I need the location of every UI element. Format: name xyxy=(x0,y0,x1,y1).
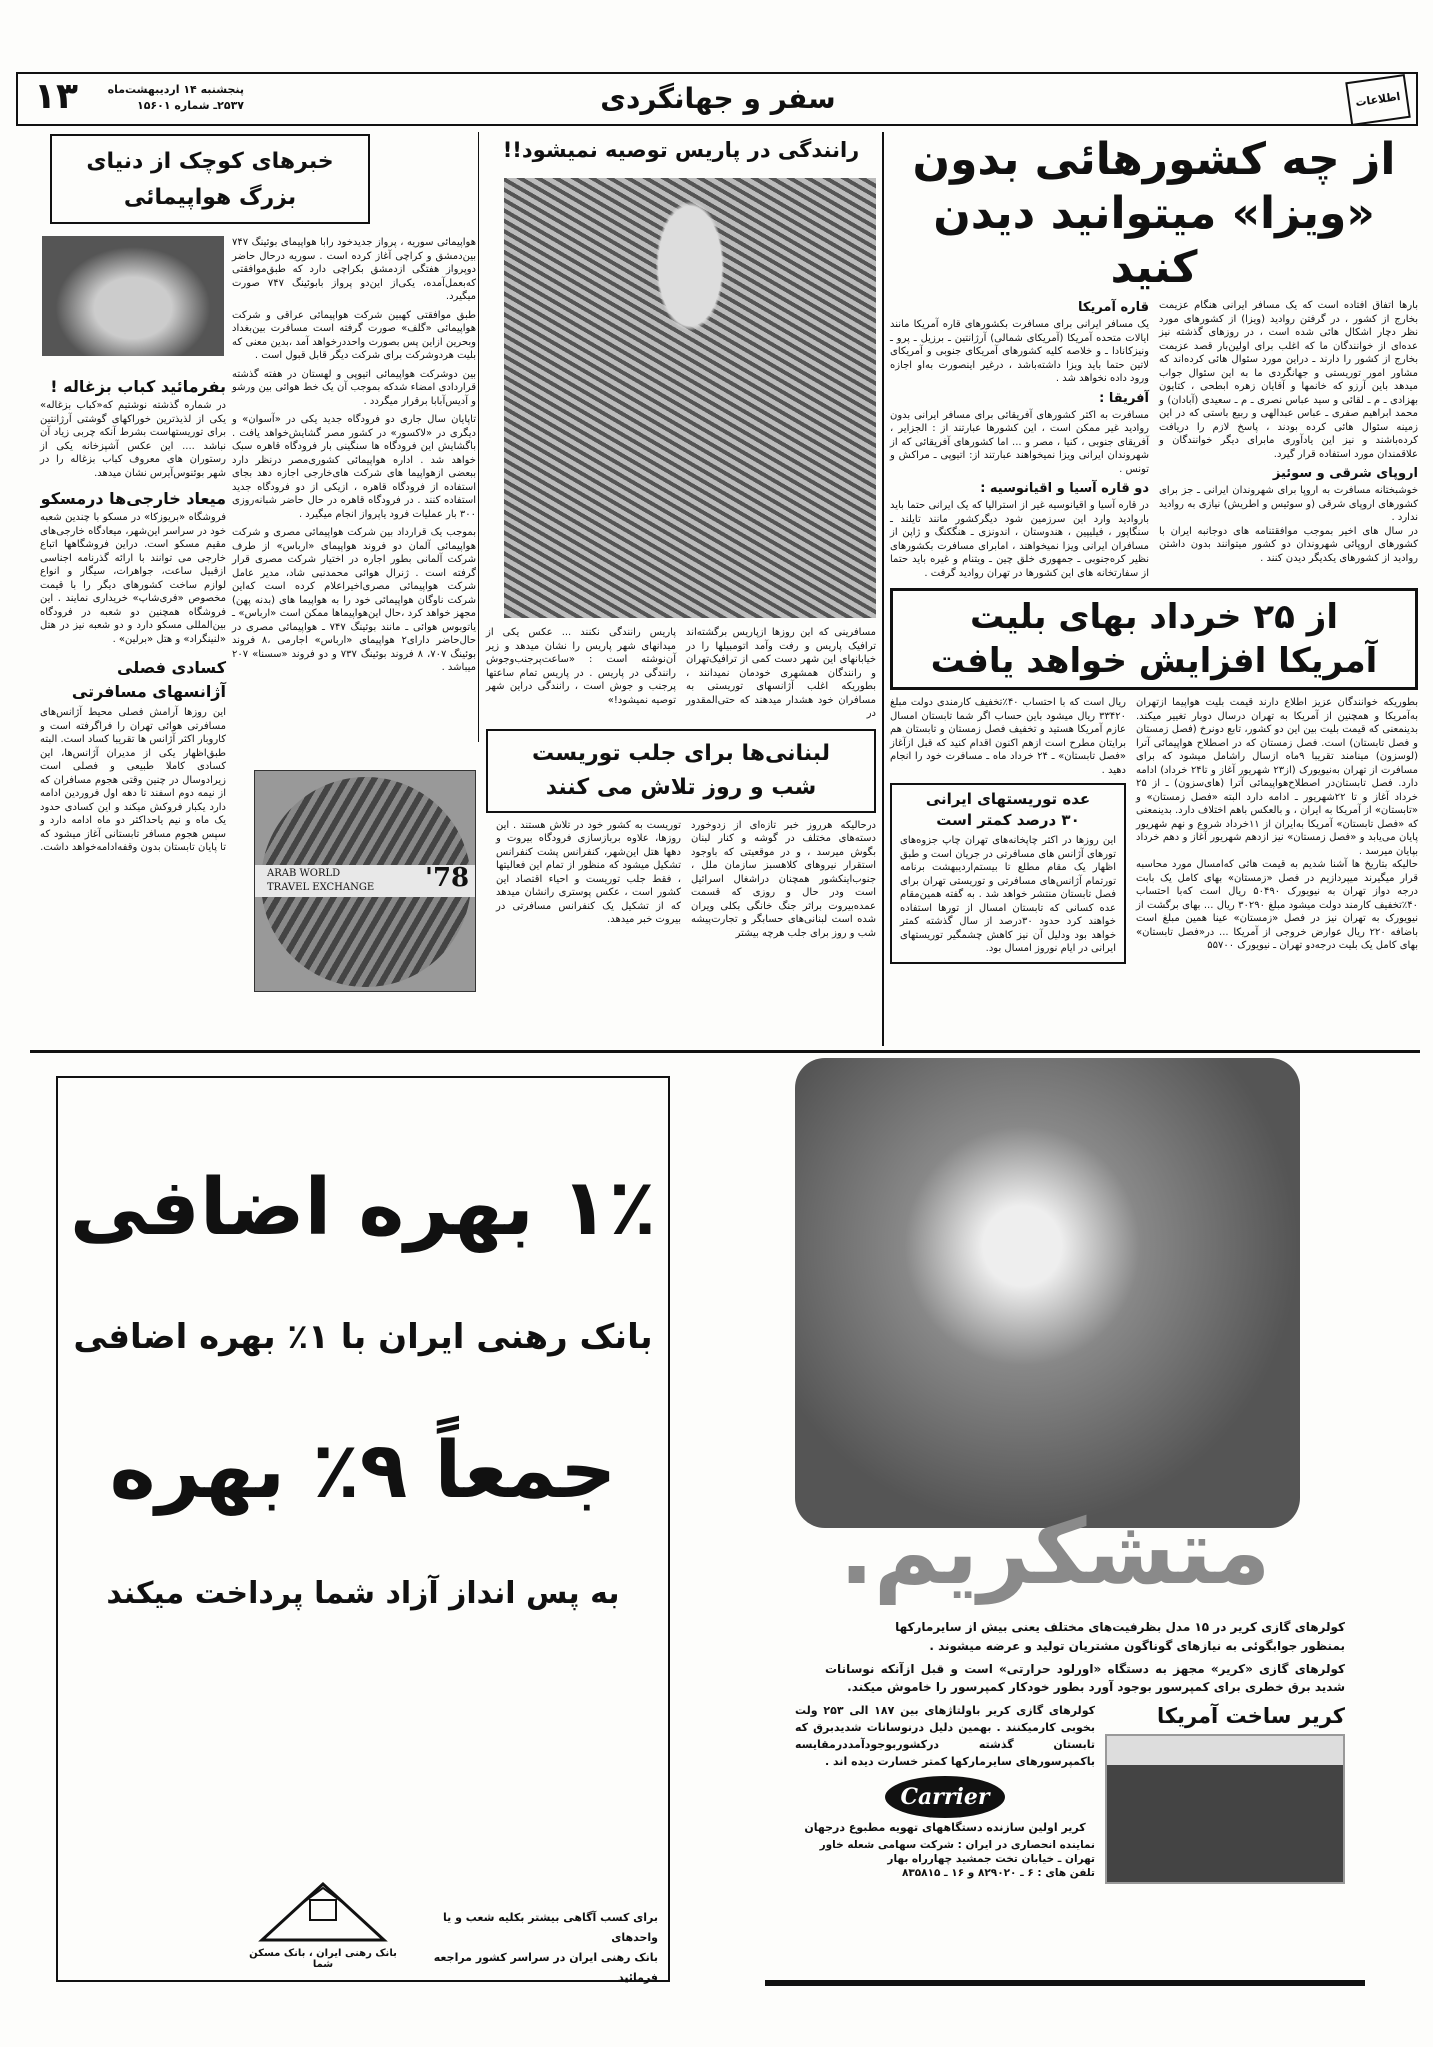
paris-traffic-photo xyxy=(504,178,876,618)
paris-caption-right: مسافرینی که این روزها ازپاریس برگشته‌اند ترافیک پاریس و رفت وآمد اتومبیلها را در خیابانهای این شهر دست کمی از ترافیک‌تهران و رانندگان همشهری خودمان نمیدانند ، بطوریکه اغلب آژانسهای توریستی به مسافران خود هشدار میدهند که حتی‌المقدور در xyxy=(686,627,876,719)
section-title: سفر و جهانگردی xyxy=(600,82,836,115)
paris-caption-left: پاریس رانندگی نکنند ... عکس یکی از میدانهای شهر پاریس را نشان میدهد و زیر آن‌نوشته است : «ساعت‌پرجنب‌وجوش رانندگی در پاریس . در پاریس تمام ساعتها پرجنب و جوش است ، رانندگی دراین شهر توصیه نمیشود!» xyxy=(486,627,676,706)
bank-rahni-ad: ۱٪ بهره اضافی بانک رهنی ایران با ۱٪ بهره اضافی جمعاً ۹٪ بهره به پس انداز آزاد شما پرداخت میکند بانک رهنی ایران ، بانک مسکن شما برای کسب آگاهی بیشتر بکلیه شعب و یا واحدهای بانک رهنی ایران در سراسر کشور مراجعه فرمائید xyxy=(56,1076,670,1982)
ticket-headline-box: از ۲۵ خرداد بهای بلیت آمریکا افزایش خواهد یافت xyxy=(890,588,1418,690)
subhead-east-europe: اروپای شرقی و سوئیز xyxy=(1272,466,1418,481)
paris-headline: رانندگی در پاریس توصیه نمیشود!! xyxy=(502,138,860,162)
moscow-headline: میعاد خارجی‌ها درمسکو xyxy=(40,489,226,508)
issue-date: پنجشنبه ۱۴ اردیبهشت‌ماه ۲۵۳۷ـ شماره ۱۵۶۰۱ xyxy=(107,83,244,112)
kebab-headline: بفرمائید کباب بزغاله ! xyxy=(50,377,226,396)
lebanon-headline-box: لبنانی‌ها برای جلب توریست شب و روز تلاش می کنند xyxy=(486,729,876,813)
newspaper-logo: اطلاعات xyxy=(1345,74,1411,126)
list-item: بین دوشرکت هواپیمائی اتیوپی و لهستان در هفته گذشته قراردادی امضاء شدکه بموجب آن یک خط هوائی بین ورشو و آدیس‌آبابا برقرار میگردد . xyxy=(232,368,476,407)
airline-news-list xyxy=(232,236,476,675)
list-item: بموجب یک قرارداد بین شرکت هواپیمائی مصری و شرکت هواپیمائی آلمان دو فروند هواپیمای «ارباس» از طرف شرکت آلمانی بطور اجاره در اختیار شرکت مصری قرار گرفته است . ژنرال هوائی محمدنبی شاد، مدیر عامل شرکت هواپیمائی مصری‌اخیراعلام کرده است که‌این شرکت ناوگان هواپیمائی خود را به هواپیما های (بدنه پهن) مجهز خواهد کرد ،حال این‌هواپیماها ممکن است «ارباس» ـ یاتوبوس هوائی ـ مانند بوئینگ ۷۴۷ ـ هواپیمائی مصری در حال‌حاضر دارای۲ هواپیمای «ارباس» اجارمی ،۸ فروند بوئینگ ۷۰۷، ۸ فروند بوئینگ ۷۳۷ و دو فروند «سسنا» ۲۰۷ میباشد . xyxy=(232,527,477,673)
visa-headline: از چه کشورهائی بدون «ویزا» میتوانید دیدن کنید xyxy=(912,134,1396,293)
section-divider xyxy=(30,1050,1420,1053)
carrier-bullet-2: کولرهای گازی کریر باولتاژهای بین ۱۸۷ الی ۲۵۳ ولت بخوبی کارمیکنند . بهمین دلیل درنوسانات شدیدبرق که تابستان گذشته درکشوربوجودآمددرمقایسه باکمپرسورهای سایرمارکها کمتر خسارت دیده اند . xyxy=(795,1704,1095,1768)
house-hands-icon xyxy=(258,1878,388,1944)
list-item: هواپیمائی سوریه ، پرواز جدیدخود رابا هواپیمای بوئینگ ۷۴۷ بین‌دمشق و کراچی آغاز کرده است . سوریه درحال حاضر دوپرواز هفتگی ازدمشق بکراچی دارد که طبق‌موافقتی که‌بعمل‌آمده، یکی‌از این‌دو پرواز بابوئینگ ۷۴۷ صورت میگیرد. xyxy=(232,237,476,302)
air-conditioner-photo xyxy=(1105,1734,1345,1884)
visa-intro: بارها اتفاق افتاده است که یک مسافر ایرانی هنگام عزیمت بخارج از کشور ، در گرفتن روادید (ویزا) از کشورهای مورد نظر دچار اشکال هائی شده است ، در روزهای گذشته نیز عده‌ای از خوانندگان ما که اغلب برای اولین‌بار قصد عزیمت بخارج از کشور را دارند ـ دراین مورد سئوال هائی کرده‌اند که مشاور امور توریستی و جهانگردی ما به این سئوال جواب میدهد باین آرزو که خانمها و آقایان زهره ابطحی ، کتایون بهزادی ـ م ـ لقائی و سید عباس نصری ـ م ـ سعیدی (آبادان) و محمد ابراهیم صفری ـ عباس عبدالهی و ربیع باستی که در این زمینه سئوال هائی کرده بودند ، پاسخ لازم را دریافت کرده‌باشند و نیز این یادآوری مابرای دیگر خوانندگان و علاقمندان مورد استفاده قرار گیرد. xyxy=(1159,300,1418,460)
page-number: ۱۳ xyxy=(34,76,78,117)
agencies-headline: کسادی فصلی آژانسهای مسافرتی xyxy=(71,658,226,701)
bank-logo: بانک رهنی ایران ، بانک مسکن شما xyxy=(238,1878,408,1968)
ticket-article xyxy=(890,696,1418,964)
right-column xyxy=(890,133,1418,964)
masthead xyxy=(16,72,1418,126)
arab-travel-poster-photo: ARAB WORLD TRAVEL EXCHANGE '78 xyxy=(254,770,476,992)
carrier-bullet-1: کولرهای گازی «کریر» مجهز به دستگاه «اورلود حرارتی» است و قبل ازآنکه نوسانات شدید برق خطری برای کمپرسور بوجود آورد بطور خودکار کمپرسور را خاموش میکند. xyxy=(825,1662,1345,1694)
left-column: بفرمائید کباب بزغاله ! در شماره گذشته نوشتیم که«کباب بزغاله» یکی از لذیذترین خوراکهای گوشتی آرژانتین برای توریستهاست بشرط آنکه چربی زیاد آن نباشد .... این عکس آشپزخانه یکی از رستوران های معروف کباب بزغاله را در شهر بوئنوس‌آیرس نشان میدهد. میعاد خارجی‌ها درمسکو فروشگاه «بریوزکا» در مسکو با چندین شعبه خود در سراسر این‌شهر، میعادگاه خارجی‌های مقیم مسکو است. دراین فروشگاهها اتباع خارجی می توانند با ارائه گذرنامه اجناسی ازقبیل ساعت، جواهرات، سیگار و انواع لوازم ساخت کشورهای دیگر را با قیمت مخصوص «فری‌شاپ» خریداری نمایند . این فروشگاه همچنین دو شعبه در فرودگاه بین‌المللی مسکو دارد و دو شعبه نیز در هتل «لنینگراد» و هتل «برلین» . کسادی فصلی آژانسهای مسافرتی این روزها آرامش فصلی محیط آژانس‌های مسافرتی هوائی تهران را فراگرفته است و کاروبار اکثر آژانس ها تقریبا کساد است. البته طبق‌اظهار یکی از مدیران آژانس‌ها، این کسادی کاملا طبیعی و فصلی است زیرادوسال در چنین وقتی هجوم مسافران که از نیمه دوم اسفند تا دهه اول فروردین ادامه دارد یکبار فروکش میکند و این کسادی حدود یک ماه و نیم یاحداکثر دو ماه ادامه دارد و سپس هجوم مسافر تابستانی آغاز میشود که تا پایان تابستان بدون وقفه‌ادامه‌خواهد داشت. xyxy=(40,377,226,853)
visa-article: بارها اتفاق افتاده است که یک مسافر ایرانی هنگام عزیمت بخارج از کشور ، در گرفتن روادید (ویزا) از کشورهای مورد نظر دچار اشکال هائی شده است ، در روزهای گذشته نیز عده‌ای از خوانندگان ما که اغلب برای اولین‌بار قصد عزیمت بخارج از کشور را دارند ـ دراین مورد سئوال هائی کرده‌اند که مشاور امور توریستی و جهانگردی ما به این سئوال جواب میدهد باین آرزو که خانمها و آقایان زهره ابطحی ، کتایون بهزادی ـ م ـ لقائی و سید عباس نصری ـ م ـ سعیدی (آبادان) و محمد ابراهیم صفری ـ عباس عبدالهی و ربیع باستی که در این زمینه سئوال هائی کرده بودند ، پاسخ لازم را دریافت کرده‌باشند و نیز این یادآوری مابرای دیگر خوانندگان و علاقمندان مورد استفاده قرار گیرد. اروپای شرقی و سوئیز خوشبختانه مسافرت به اروپا برای شهروندان ایرانی ـ جز برای کشورهای اروپای شرقی (و سوئیس و اطریش) نیازی به روادید ندارد . در سال های اخیر بموجب موافقتنامه های دوجانبه ایران با کشورهای اروپائی شهروندان دو کشور میتوانند بدون داشتن روادید از کشورهای یکدیگر دیدن کنند . قاره آمریکا یک مسافر ایرانی برای مسافرت بکشورهای قاره آمریکا مانند ایالات متحده آمریکا (آمریکای شمالی) آرژانتین ـ برزیل ـ پرو ـ ونیزکانادا ـ و خلاصه کلیه کشورهای آمریکای جنوبی و آمریکای لاتین حتما باید ویزا داشته‌باشد ، درغیر اینصورت به‌او اجازه ورود داده نخواهد شد . آفریقا : مسافرت به اکثر کشورهای آفریقائی برای مسافر ایرانی بدون روادید غیر ممکن است ، این کشورها عبارتند از : الجزایر ، آفریقای جنوبی ، کنیا ، مصر و ... اما کشورهای آفریقائی که از شهروندان ایرانی ویزا نمیخواهند عبارتند از: اتیوپی ـ مراکش و تونس . دو قاره آسیا و اقیانوسیه : در قاره آسیا و اقیانوسیه غیر از استرالیا که یک ایرانی حتما باید باروادید وارد این سرزمین شود دیگرکشور مانند تایلند ـ سنگاپور ، فیلیپین ، هندوستان ، اندونزی ـ هنگکنگ و ژاپن از مسافران ایرانی ویزا نمیخواهند ، امابرای مسافرت بکشورهای نظیر کره‌جنوبی ـ جمهوری خلق چین ـ ویتنام و غیره باید حتما از سفارتخانه های این کشورها در تهران روادید گرفت . xyxy=(890,300,1418,579)
carrier-headline: متشکریم. xyxy=(839,1500,1271,1605)
news-column xyxy=(232,236,476,992)
lebanon-col-right: درحالیکه هرروز خبر تازه‌ای از زدوخورد دسته‌های مختلف در گوشه و کنار لبنان بگوش میرسد ، و در موقعیتی که باوجود استقرار نیروهای کلاهسبز سازمان ملل ، جنوب‌اینکشور همچنان دراشغال اسرائیل است ودر حال و روزی که قسمت عمده‌بیروت براثر جنگ خانگی بکلی ویران شده است لبنانی‌های حسابگر و تجارت‌پیشه شب و روز برای جلب هرچه بیشتر xyxy=(691,819,876,939)
subhead-america: قاره آمریکا xyxy=(1078,300,1149,315)
list-item: طبق موافقتی کهبین شرکت هواپیمائی عراقی و شرکت هواپیمائی «گلف» صورت گرفته است مسافرت بین‌بغداد وبحرین ازاین پس بصورت واحددرخواهد آمد ،بدین معنی که بلیت هردوشرکت برای شرکت دیگر قابل قبول است . xyxy=(232,309,476,361)
ticket-col-right: بطوریکه خوانندگان عزیز اطلاع دارند قیمت بلیت هواپیما ازتهران به‌آمریکا و همچنین از آمریکا به تهران درسال دوبار تغییر میکند. بدینمعنی که قیمت بلیت بین این دو کشور، تابع دونرخ (فصل زمستان و فصل تابستان) است. فصل زمستان که در اصطلاح هواپیمائی آترا (لوسزون) مینامند تقریبا ۹ماه ازسال راشامل میشود که برای مسافرت از تهران به‌نیویورک (از۲۳ شهریور آغاز و تا۲۴ خرداد) ادامه دارد. فصل تابستان‌در اصطلاح‌هواپیمائی آترا (های‌سزون) ـ از ۲۵ خرداد آغاز و تا ۲۲شهریور ـ ادامه دارد البته «فصل زمستان» و «تابستان» از آمریکا به ایران ، و بالعکس باهم اختلاف دارد. بدینمعنی که «فصل تابستان» آمریکا به‌ایران از ۱۱خرداد شروع و نهم شهریور پایان می‌یابد و «فصل زمستان» نیز ازدهم شهریور آغاز و دهم خرداد بپایان میرسد . حالیکه بتاریخ ها آشنا شدیم به قیمت هائی که‌امسال مورد محاسبه قرار میگیرند میپردازیم در فصل «زمستان» بهای کامل یک بابت درجه دواز تهران به نیویورک ۵۰۴۹۰ ریال است که‌با احتساب ۴۰٪تخفیف کارمند دولت میشود مبلغ ۳۰۲۹۰ ریال ... بهای برگشت از نیویورک به تهران نیز در فصل «زمستان» عینا همین مبلغ است باضافه ۲۲۰ ریال عوارض خروجی از آمریکا ... در«فصل تابستان» بهای کامل یک بلیت درجه‌دو تهران ـ نیویورک ۵۵۷۰۰ xyxy=(1136,697,1419,951)
column-divider xyxy=(478,132,479,742)
woman-rocking-chair-photo xyxy=(795,1058,1300,1528)
list-item: تاپایان سال جاری دو فرودگاه جدید یکی در «آسوان» و دیگری در «لاکسور» در کشور مصر گشایش‌خواهد یافت . باگشایش این فرودگاه ها سنگینی بار فرودگاه قاهره سبک خواهد شد . اداره هواپیمائی کشوری‌مصر درنظر دارد ببعضی ازهواپیما های شرکت های‌خارجی اجازه دهد بجای استفاده از فرودگاه قاهره ، ازیکی از دو فرودگاه جدید استفاده کنند . در فرودگاه قاهره در حال حاضر شبانه‌روزی ۳۰۰ بار عملیات فرود یاپرواز انجام میگیرد . xyxy=(232,414,476,520)
carrier-logo: Carrier xyxy=(885,1776,1005,1818)
column-divider xyxy=(882,132,884,1046)
carrier-ad-text: کولرهای گازی کریر در ۱۵ مدل بظرفیت‌های مختلف یعنی بیش از سایرمارکها بمنظور جوابگوئی به نیازهای گوناگون مشتریان تولید و عرضه میشوند . کولرهای گازی «کریر» مجهز به دستگاه «اورلود حرارتی» است و قبل ازآنکه نوسانات شدید برق خطری برای کمپرسور بوجود آورد بطور خودکار کمپرسور را خاموش میکند. کریر ساخت آمریکا کولرهای گازی کریر باولتاژهای بین ۱۸۷ الی ۲۵۳ ولت بخوبی کارمیکنند . بهمین دلیل درنوسانات شدیدبرق که تابستان گذشته درکشوربوجودآمددرمقایسه باکمپرسورهای سایرمارکها کمتر خسارت دیده اند . Carrier کریر اولین سازنده دستگاههای تهویه مطبوع درجهان نماینده انحصاری در ایران : شرکت سهامی شعله خاور تهران ـ خیابان تخت جمشید چهارراه بهار تلفن های : ۶ ـ ۸۲۹۰۲۰ و ۱۶ ـ ۸۳۵۸۱۵ xyxy=(785,1618,1345,1884)
kebab-kitchen-photo xyxy=(42,236,224,356)
lebanon-col-left: توریست به کشور خود در تلاش هستند . این روزها، علاوه بربازسازی فرودگاه بیروت و دهها هتل این‌شهر، کنفرانس پشت کنفرانس تشکیل میشود که منظور از تمام این فعالیتها ، فقط جلب توریست و احیاء اقتصاد این کشور است ، عکس پوستری رانشان میدهد که از تشکیل یک کنفرانس مسافرتی در بیروت خبر میدهد. xyxy=(496,819,681,925)
subhead-asia: دو قاره آسیا و اقیانوسیه : xyxy=(980,481,1149,496)
bank-ad-headline: ۱٪ بهره اضافی xyxy=(69,1163,657,1253)
tourists-box: عده توریستهای ایرانی ۳۰ درصد کمتر است این روزها در اکثر چاپخانه‌های تهران چاپ جزوه‌های تورهای آژانس های مسافرتی در جریان است و طبق اظهار یک مقام مطلع تا بیستم‌اردیبهشت برنامه تورتمام آژانس‌های مسافرتی و توریستی تهران برای فصل تابستان منتشر خواهد شد . به گفته همین‌مقام عده کسانی که تابستان امسال از تورها استفاده خواهند کرد حدود ۳۰درصد از سال گذشته کمتر خواهد بود ودلیل آن نیز کاهش چشمگیر توریستهای ایرانی در ایام نوروز امسال بود. xyxy=(890,783,1126,964)
ticket-col-left: ریال است که با احتساب ۴۰٪تخفیف کارمندی دولت مبلغ ۳۳۴۲۰ ریال میشود باین حساب اگر شما تابستان امسال عازم آمریکا هستید و تخفیف فصل زمستان و تابستان هم برایتان مطرح است ازهم اکنون اقدام کنید که قبل ازآغاز «فصل تابستان» ـ ۲۴ خرداد ماه ـ مسافرت خود را انجام دهید . xyxy=(890,697,1127,776)
middle-column xyxy=(486,136,876,940)
subhead-africa: آفریقا : xyxy=(1099,390,1149,406)
airline-news-headline-box: خبرهای کوچک از دنیای بزرگ هواپیمائی xyxy=(50,134,370,224)
carrier-ad xyxy=(765,1058,1365,1988)
